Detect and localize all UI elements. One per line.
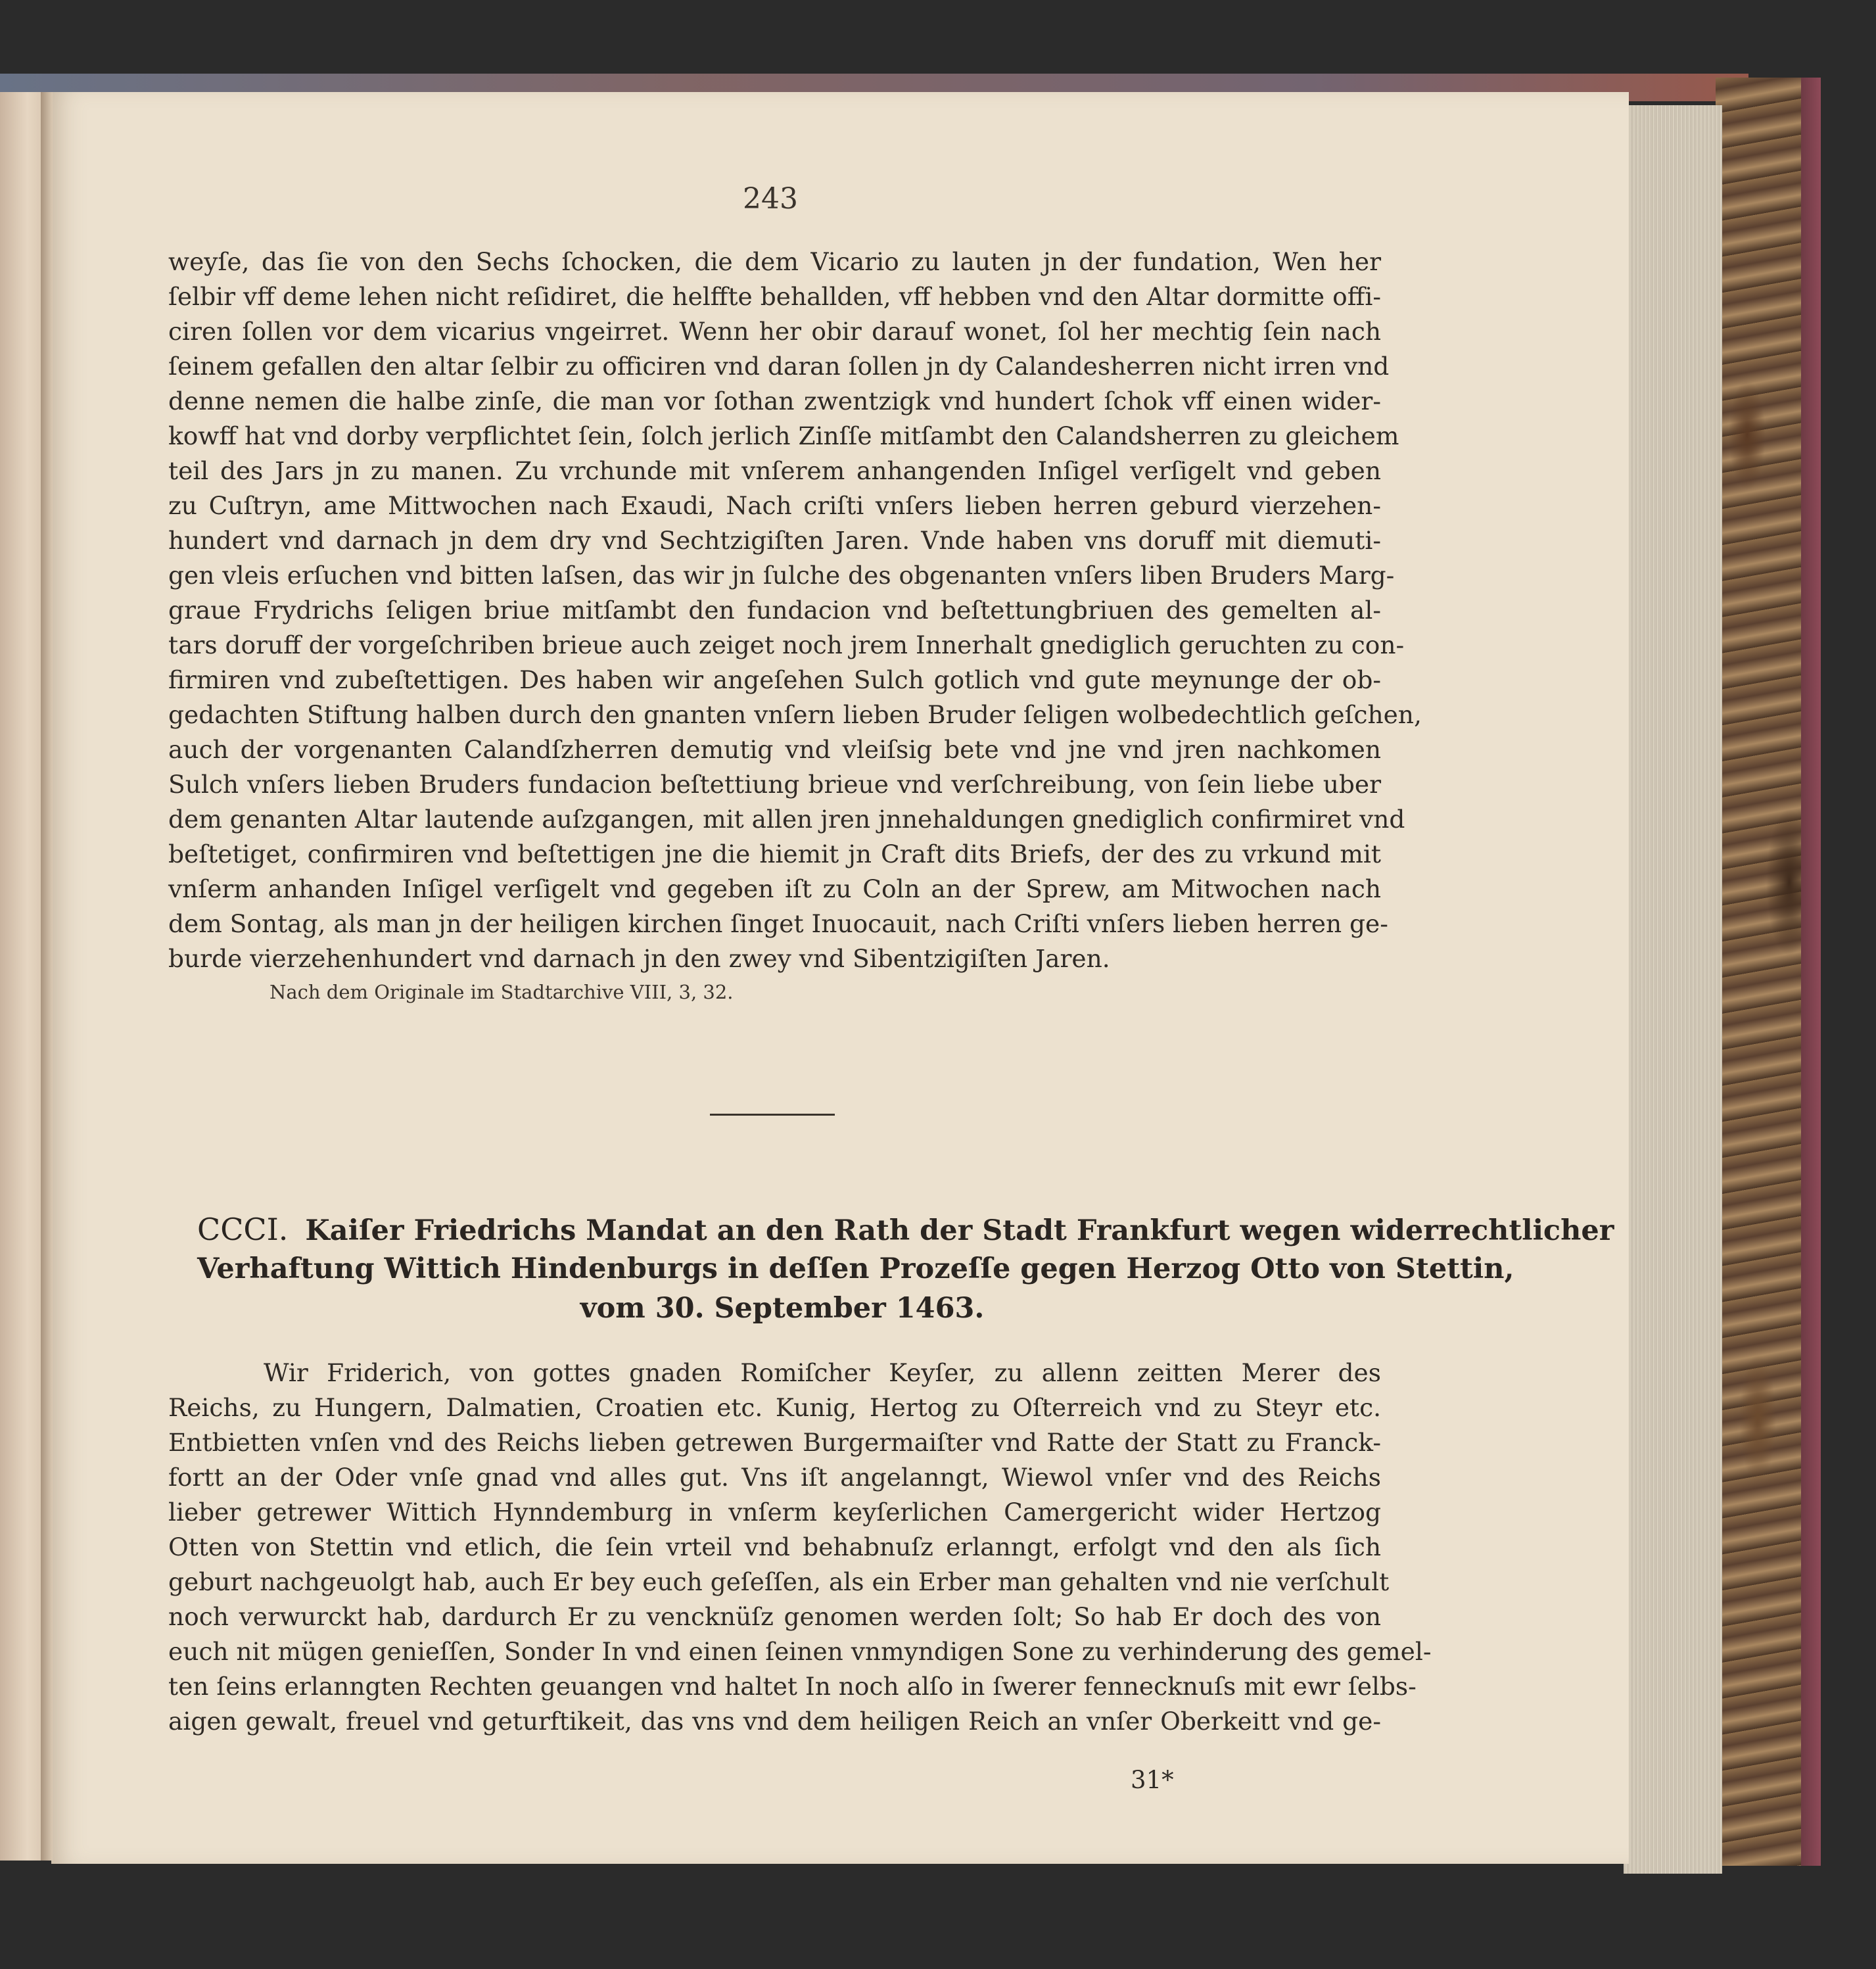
text-line: geburt nachgeuolgt hab, auch Er bey euch geſeſſen, als ein Erber man gehalten vnd nie verſchult xyxy=(168,1567,1390,1596)
text-line: hundert vnd darnach jn dem dry vnd Sechtzigiſten Jaren. Vnde haben vns doruff mit diemuti- xyxy=(168,526,1381,555)
source-note: Nach dem Originale im Stadtarchive VIII, 3, 32. xyxy=(270,981,734,1003)
text-line: vnſerm anhanden Inſigel verſigelt vnd gegeben iſt zu Coln an der Sprew, am Mitwochen nach xyxy=(168,874,1381,903)
text-line: Entbietten vnſen vnd des Reichs lieben getrewen Burgermaiſter vnd Ratte der Statt zu Franck- xyxy=(168,1428,1381,1457)
bottom-paragraph xyxy=(168,1356,1432,1739)
text-line: Reichs, zu Hungern, Dalmatien, Croatien etc. Kunig, Hertog zu Oſterreich vnd zu Steyr etc. xyxy=(168,1393,1381,1422)
text-line: aigen gewalt, freuel vnd geturftikeit, das vns vnd dem heiligen Reich an vnſer Oberkeitt vnd ge- xyxy=(168,1707,1381,1736)
text-line: ciren ſollen vor dem vicarius vngeirret. Wenn her obir darauf wonet, ſol her mechtig ſein nach xyxy=(168,317,1381,346)
document-heading xyxy=(197,1210,1614,1328)
text-line: noch verwurckt hab, dardurch Er zu vencknüſz genomen werden ſolt; So hab Er doch des von xyxy=(168,1602,1381,1631)
text-line: euch nit mügen genieſſen, Sonder In vnd einen ſeinen vnmyndigen Sone zu verhinderung des gemel- xyxy=(168,1637,1432,1666)
text-line: gen vleis erſuchen vnd bitten laſsen, das wir jn ſulche des obgenanten vnſers liben Bruders Marg- xyxy=(168,561,1395,590)
page-block-edges xyxy=(1624,105,1722,1874)
text-line: denne nemen die halbe zinſe, die man vor ſothan zwentzigk vnd hundert ſchok vff einen wider- xyxy=(168,387,1381,415)
section-separator xyxy=(710,1114,835,1116)
text-line: graue Frydrichs ſeligen briue mitſambt den fundacion vnd beſtettungbriuen des gemelten al- xyxy=(168,596,1381,625)
cover-spine-edge xyxy=(1801,78,1821,1866)
text-line: ſeinem gefallen den altar ſelbir zu officiren vnd daran ſollen jn dy Calandesherren nicht irren vnd xyxy=(168,352,1390,381)
text-line: tars doruff der vorgeſchriben brieue auch zeiget noch jrem Innerhalt gnediglich geruchten zu con- xyxy=(168,630,1405,659)
text-line: fortt an der Oder vnſe gnad vnd alles gut. Vns iſt angelanngt, Wiewol vnſer vnd des Reichs xyxy=(168,1463,1381,1492)
heading-title-part-1: Kaiſer Friedrichs Mandat an den Rath der Stadt Frankfurt wegen widerrechtlicher xyxy=(305,1214,1614,1247)
left-page-edge xyxy=(0,92,46,1861)
top-paragraph xyxy=(168,245,1422,976)
text-line: Sulch vnſers lieben Bruders fundacion beſtettiung brieue vnd verſchreibung, von ſein liebe uber xyxy=(168,770,1381,799)
page-number: 243 xyxy=(743,182,798,216)
sheet-signature: 31* xyxy=(1131,1766,1174,1794)
text-line: beſtetiget, confirmiren vnd beſtettigen jne die hiemit jn Craft dits Briefs, der des zu vrkund mit xyxy=(168,840,1381,868)
heading-line-1 xyxy=(197,1210,1614,1249)
text-line: burde vierzehenhundert vnd darnach jn den zwey vnd Sibentzigiſten Jaren. xyxy=(168,944,1110,973)
text-line: teil des Jars jn zu manen. Zu vrchunde mit vnſerem anhangenden Inſigel verſigelt vnd geben xyxy=(168,456,1381,485)
text-line: zu Cuſtryn, ame Mittwochen nach Exaudi, Nach criſti vnſers lieben herren geburd vierzehen- xyxy=(168,491,1381,520)
text-line: gedachten Stiftung halben durch den gnanten vnſern lieben Bruder ſeligen wolbedechtlich geſchen, xyxy=(168,700,1422,729)
text-line: Otten von Stettin vnd etlich, die ſein vrteil vnd behabnuſz erlanngt, erfolgt vnd den als ſich xyxy=(168,1532,1381,1561)
text-line: dem genanten Altar lautende auſzgangen, mit allen jren jnnehaldungen gnediglich confirmiret vnd xyxy=(168,805,1405,834)
text-line: ſelbir vff deme lehen nicht reſidiret, die helffte behallden, vff hebben vnd den Altar dormitte offi- xyxy=(168,282,1381,311)
text-line: kowff hat vnd dorby verpflichtet ſein, ſolch jerlich Zinſſe mitſambt den Calandsherren zu gleichem xyxy=(168,421,1399,450)
text-line: firmiren vnd zubeſtettigen. Des haben wir angeſehen Sulch gotlich vnd gute meynunge der ob- xyxy=(168,665,1381,694)
text-line: Wir Friderich, von gottes gnaden Romiſcher Keyſer, zu allenn zeitten Merer des xyxy=(264,1358,1381,1387)
text-line: dem Sontag, als man jn der heiligen kirchen ſinget Inuocauit, nach Criſti vnſers lieben herren ge- xyxy=(168,909,1388,938)
text-line: lieber getrewer Wittich Hynndemburg in vnſerm keyſerlichen Camergericht wider Hertzog xyxy=(168,1498,1381,1527)
text-line: ten ſeins erlanngten Rechten geuangen vnd haltet In noch alſo in ſwerer fennecknuſs mit ewr ſelbs- xyxy=(168,1672,1417,1701)
heading-line-2: Verhaftung Wittich Hindenburgs in deſſen Prozeſſe gegen Herzog Otto von Stettin, xyxy=(197,1252,1514,1285)
heading-line-3: vom 30. September 1463. xyxy=(580,1292,985,1325)
document-number: CCCI. xyxy=(197,1212,289,1247)
text-line: weyſe, das ſie von den Sechs ſchocken, die dem Vicario zu lauten jn der fundation, Wen her xyxy=(168,247,1381,276)
text-line: auch der vorgenanten Calandſzherren demutig vnd vleiſsig bete vnd jne vnd jren nachkomen xyxy=(168,735,1381,764)
book-gutter xyxy=(41,92,53,1861)
